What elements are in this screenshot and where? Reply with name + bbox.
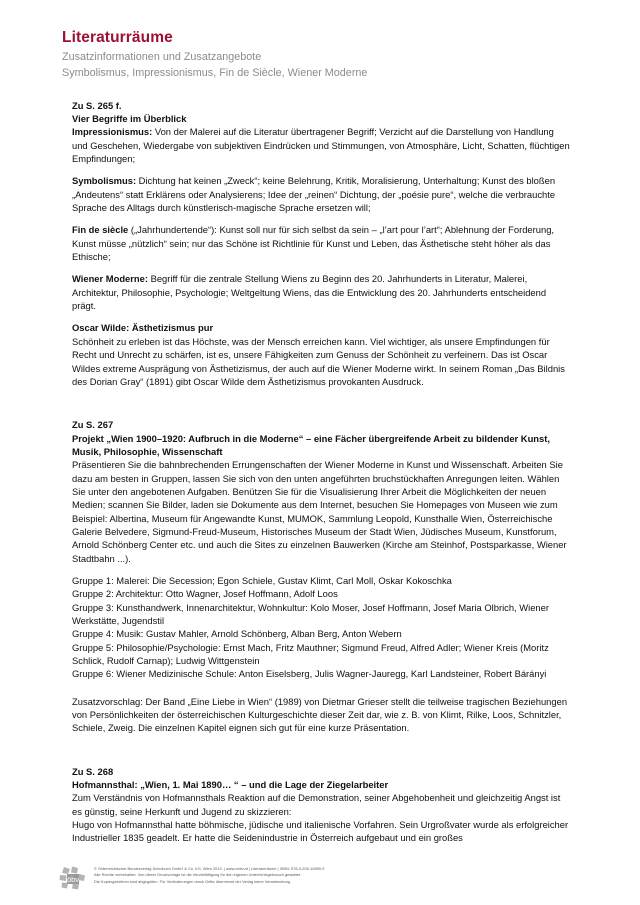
section-ref-265: Zu S. 265 f.	[72, 99, 122, 111]
subheading-oscar-wilde: Oscar Wilde: Ästhetizismus pur	[72, 322, 214, 334]
section-268	[72, 765, 572, 845]
spacer	[72, 312, 572, 321]
document-header	[0, 0, 640, 82]
document-footer	[0, 865, 640, 891]
paragraph-hofmannsthal-1: Zum Verständnis von Hofmannsthals Reaktion auf die Demonstration, seiner Abgehobenheit und gleichzeitig Angst ist es günstig, seine Herkunft und Jugend zu skizzieren:	[72, 792, 561, 817]
document-body	[0, 99, 640, 845]
spacer	[72, 735, 572, 765]
section-267	[72, 418, 572, 735]
footer-line-1: © Österreichischer Bundesverlag Schulbuch GmbH & Co. KG, Wien 2019. | www.oebv.at | Literaturräume | ISBN: 978-3-209-10899-9	[94, 866, 325, 871]
page-title: Literaturräume	[62, 29, 173, 46]
spacer	[72, 214, 572, 223]
paragraph-wiener-moderne	[72, 272, 572, 312]
term-fin-de-siecle-text: („Jahrhundertende“): Kunst soll nur für sich selbst da sein – „l’art pour l’art“; Ablehnung der Forderung, Kunst müsse „nützlich“ sein; nur das Schöne ist Richtlinie für Kunst und Leben, das Ästhetische steht höher als das Ethische;	[72, 224, 555, 263]
paragraph-impressionismus	[72, 125, 572, 165]
list-item: Gruppe 4: Musik: Gustav Mahler, Arnold Schönberg, Alban Berg, Anton Webern	[72, 628, 402, 640]
term-wiener-moderne: Wiener Moderne:	[72, 273, 148, 285]
term-symbolismus-text: Dichtung hat keinen „Zweck“; keine Belehrung, Kritik, Moralisierung, Unterhaltung; Kunst des bloßen „Andeutens“ statt Erklärens oder Analysierens; Idee der „reinen“ Dichtung, der „poésie pure“, welche die verbrauchte Sprache des Alltags durch künstlerisch-magische Sprache ersetzen will;	[72, 175, 556, 214]
footer-line-3: Die Kopiergebühren sind abgegolten. Für Veränderungen durch Dritte übernimmt der Verlag keine Verantwortung.	[94, 878, 292, 884]
section-265	[72, 99, 572, 389]
subtitle-line-2: Symbolismus, Impressionismus, Fin de Siècle, Wiener Moderne	[62, 67, 368, 80]
spacer	[72, 565, 572, 574]
list-item: Gruppe 2: Architektur: Otto Wagner, Josef Hoffmann, Adolf Loos	[72, 588, 338, 600]
paragraph-symbolismus	[72, 174, 572, 214]
section-heading-265: Vier Begriffe im Überblick	[72, 113, 187, 124]
oebv-logo-label: öbv	[66, 875, 80, 884]
spacer	[72, 263, 572, 272]
list-item: Gruppe 1: Malerei: Die Secession; Egon Schiele, Gustav Klimt, Carl Moll, Oskar Kokoschka	[72, 574, 452, 586]
paragraph-hofmannsthal-2: Hugo von Hofmannsthal hatte böhmische, jüdische und italienische Vorfahren. Sein Urgroßvater wurde als erfolgreicher Industrieller 1835 geadelt. Er hatte die Seidenindustrie in Österreich aufgebaut und ein großes	[72, 819, 569, 844]
section-heading-268: Hofmannsthal: „Wien, 1. Mai 1890… “ – und die Lage der Ziegelarbeiter	[72, 779, 389, 791]
term-impressionismus-text: Von der Malerei auf die Literatur übertragener Begriff; Verzicht auf die Darstellung von Handlung und Geschehen, Wiedergabe von subjektiven Eindrücken und Stimmungen, von Atmosphäre, Licht, Schatten, flüchtigen Empfindungen;	[72, 126, 570, 165]
term-fin-de-siecle: Fin de siècle	[72, 224, 129, 236]
section-heading-267: Projekt „Wien 1900–1920: Aufbruch in die Moderne“ – eine Fächer übergreifende Arbeit zu bildender Kunst, Musik, Philosophie, Wissenschaft	[72, 432, 550, 457]
list-item: Gruppe 5: Philosophie/Psychologie: Ernst Mach, Fritz Mauthner; Sigmund Freud, Alfred Adler; Wiener Kreis (Moritz Schlick, Rudolf Carnap); Ludwig Wittgenstein	[72, 641, 549, 667]
subtitle-line-1: Zusatzinformationen und Zusatzangebote	[62, 51, 262, 64]
term-wiener-moderne-text: Begriff für die zentrale Stellung Wiens zu Beginn des 20. Jahrhunderts in Literatur, Malerei, Architektur, Philosophie, Psychologie; Weltgeltung Wiens, das die Entwicklung des 20. Jahrhunderts entscheidend prägt.	[72, 273, 547, 312]
spacer	[72, 165, 572, 174]
section-ref-268: Zu S. 268	[72, 765, 114, 777]
list-item: Gruppe 6: Wiener Medizinische Schule: Anton Eiselsberg, Julis Wagner-Jauregg, Karl Landsteiner, Robert Bárányi	[72, 668, 547, 680]
footer-line-2: Alle Rechte vorbehalten. Von dieser Druckvorlage ist die Vervielfältigung für den eigenen Unterrichtsgebrauch gestattet.	[94, 872, 302, 878]
list-item: Gruppe 3: Kunsthandwerk, Innenarchitektur, Wohnkultur: Kolo Moser, Josef Hoffmann, Josef Maria Olbrich, Wiener Werkstätte, Jugendstil	[72, 601, 549, 626]
section-ref-267: Zu S. 267	[72, 419, 114, 431]
group-list	[72, 574, 572, 681]
paragraph-projekt-intro: Präsentieren Sie die bahnbrechenden Errungenschaften der Wiener Moderne in Kunst und Wissenschaft. Arbeiten Sie dazu am besten in Gruppen, lassen Sie sich von den unten angeführten bruchstückhaften Anregungen leiten. Wählen Sie unter den angebotenen Aufgaben. Benützen Sie für die Visualisierung Ihrer Arbeit die Möglichkeiten der neuen Medien; scannen Sie Bilder, laden sie Dokumente aus dem Internet, besuchen Sie Homepages von Museen wie zum Beispiel: Albertina, Museum für Angewandte Kunst, MUMOK, Sammlung Leopold, Kunsthalle Wien, Österreichische Galerie Belvedere, Sigmund-Freud-Museum, Historisches Museum der Stadt Wien, Jüdisches Museum, Kunstforum, Arnold Schönberg Center etc. und auch die Sites zu einzelnen Bauwerken (Kirche am Steinhof, Postsparkasse, Wiener Stadtbahn ...).	[72, 459, 567, 564]
term-symbolismus: Symbolismus:	[72, 175, 137, 187]
oebv-logo-icon	[58, 866, 87, 891]
spacer	[72, 388, 572, 418]
paragraph-fin-de-siecle	[72, 223, 572, 263]
spacer	[72, 681, 572, 695]
footer-copyright	[94, 865, 324, 885]
paragraph-zusatzvorschlag: Zusatzvorschlag: Der Band „Eine Liebe in Wien“ (1989) von Dietmar Grieser stellt die teilweise tragischen Beziehungen von Persönlichkeiten der österreichischen Kulturgeschichte dieser Zeit dar, wie z. B. von Klimt, Rilke, Loos, Schnitzler, Schiele, Zweig. Die einzelnen Kapitel eignen sich gut für eine kurze Präsentation.	[72, 695, 568, 734]
paragraph-oscar-wilde: Schönheit zu erleben ist das Höchste, was der Mensch erreichen kann. Viel wichtiger, als unsere Empfindungen für Recht und Unrecht zu schärfen, ist es, unsere Fähigkeiten zum Genuss der Schönheit zu verfeinern. Das ist Oscar Wildes extreme Ausprägung von Ästhetizismus, der auch auf die Wiener Moderne wirkt. In seinem Roman „Das Bildnis des Dorian Gray“ (1891) gibt Oscar Wilde dem Ästhetizismus provokanten Ausdruck.	[72, 335, 565, 387]
term-impressionismus: Impressionismus:	[72, 126, 153, 138]
